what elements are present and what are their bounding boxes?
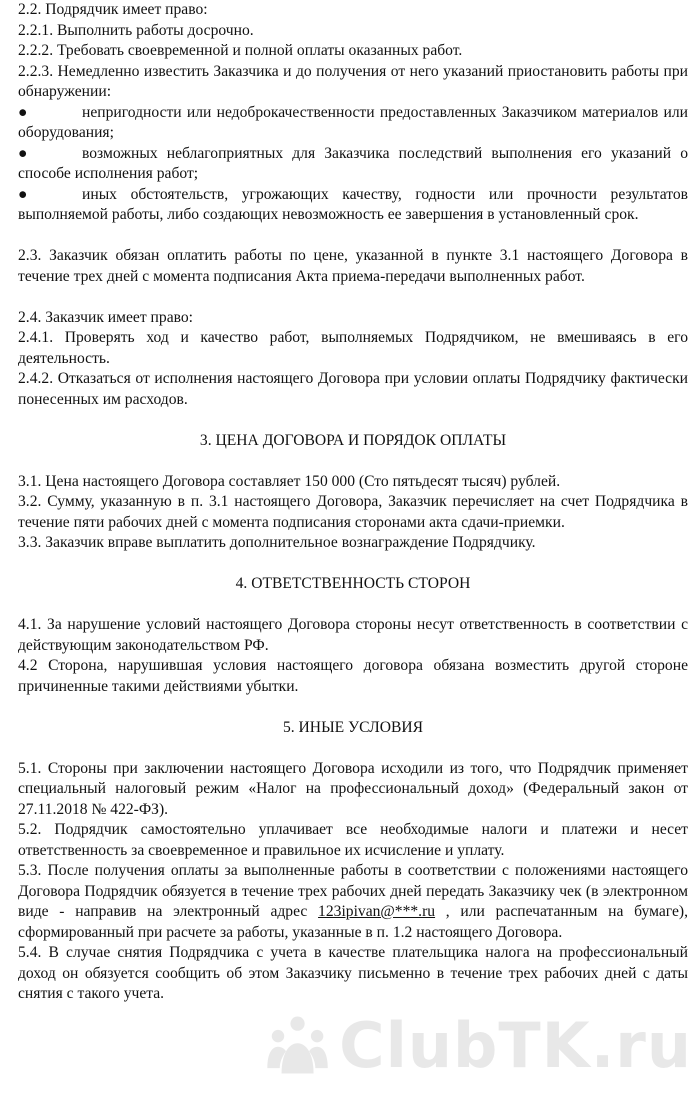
clause-2-4-2: 2.4.2. Отказаться от исполнения настоящего Договора при условии оплаты Подрядчику фактически понесенных им расходов. — [18, 370, 688, 408]
bullet-dot: ● — [18, 103, 28, 121]
clause-2-2: 2.2. Подрядчик имеет право: — [18, 1, 208, 18]
clause-3-2: 3.2. Сумму, указанную в п. 3.1 настоящего Договора, Заказчик перечисляет на счет Подрядчика в течение пяти рабочих дней с момента подписания сторонами акта сдачи-приемки. — [18, 493, 688, 531]
section-heading-4: 4. ОТВЕТСТВЕННОСТЬ СТОРОН — [235, 575, 471, 592]
spacer — [18, 451, 688, 472]
spacer — [18, 226, 688, 247]
bullet-text: иных обстоятельств, угрожающих качеству, годности или прочности результатов выполняемой работы, либо создающих невозможность ее завершения в установленный срок. — [18, 185, 688, 223]
clause-5-2: 5.2. Подрядчик самостоятельно уплачивает все необходимые налоги и платежи и несет ответственность за своевременное и правильное их исчисление и уплату. — [18, 821, 688, 859]
bullet-item — [18, 185, 688, 226]
clause-2-4: 2.4. Заказчик имеет право: — [18, 308, 194, 326]
spacer — [18, 554, 688, 575]
spacer — [18, 738, 688, 759]
clause-2-3: 2.3. Заказчик обязан оплатить работы по цене, указанной в пункте 3.1 настоящего Договора в течение трех дней с момента подписания Акта приема-передачи выполненных работ. — [18, 247, 688, 285]
section-heading-3: 3. ЦЕНА ДОГОВОРА И ПОРЯДОК ОПЛАТЫ — [199, 431, 507, 449]
bullet-text: возможных неблагоприятных для Заказчика последствий выполнения его указаний о способе исполнения работ; — [18, 144, 688, 182]
clause-2-2-1: 2.2.1. Выполнить работы досрочно. — [18, 21, 254, 39]
clause-2-4-1: 2.4.1. Проверять ход и качество работ, выполняемых Подрядчиком, не вмешиваясь в его деятельность. — [18, 329, 688, 367]
bullet-text: непригодности или недоброкачественности предоставленных Заказчиком материалов или оборудования; — [18, 103, 688, 141]
bullet-item — [18, 144, 688, 185]
clause-4-1: 4.1. За нарушение условий настоящего Договора стороны несут ответственность в соответствии с действующим законодательством РФ. — [18, 616, 688, 654]
bullet-dot: ● — [18, 185, 28, 203]
clause-4-2: 4.2 Сторона, нарушившая условия настоящего договора обязана возместить другой стороне причиненные такими действиями убытки. — [18, 657, 688, 695]
clause-5-1: 5.1. Стороны при заключении настоящего Договора исходили из того, что Подрядчик применяет специальный налоговый режим «Налог на профессиональный доход» (Федеральный закон от 27.11.2018 № 422-ФЗ). — [18, 759, 688, 818]
clause-2-2-3: 2.2.3. Немедленно известить Заказчика и до получения от него указаний приостановить работы при обнаружении: — [18, 62, 688, 100]
section-heading-5: 5. ИНЫЕ УСЛОВИЯ — [282, 718, 424, 736]
spacer — [18, 595, 688, 616]
clause-5-4: 5.4. В случае снятия Подрядчика с учета в качестве плательщика налога на профессиональный доход он обязуется сообщить об этом Заказчику письменно в течение трех рабочих дней с даты снятия с такого учета. — [18, 944, 688, 1002]
email-link[interactable]: 123ipivan@***.ru — [318, 903, 436, 920]
clause-2-2-2: 2.2.2. Требовать своевременной и полной оплаты оказанных работ. — [18, 42, 463, 59]
clause-5-3 — [18, 861, 688, 943]
bullet-dot: ● — [18, 144, 28, 162]
clause-5-3-text-end: , или распечатанным на бумаге), сформированный при расчете за работы, указанные в п. 1.2 настоящего Договора. — [18, 903, 688, 941]
bullet-item — [18, 103, 688, 144]
spacer — [18, 697, 688, 718]
watermark-text: ClubTK.ru — [339, 1008, 692, 1082]
clause-5-3-text-start: 5.3. После получения оплаты за выполненные работы в соответствии с положениями настоящего Договора Подрядчик обязуется в течение трех рабочих дней передать Заказчику чек (в электронном виде - направив на электронный адрес — [18, 862, 688, 920]
spacer — [18, 287, 688, 308]
clause-3-3: 3.3. Заказчик вправе выплатить дополнительное вознаграждение Подрядчику. — [18, 534, 536, 551]
clause-3-1: 3.1. Цена настоящего Договора составляет 150 000 (Сто пятьдесят тысяч) рублей. — [18, 472, 561, 490]
spacer — [18, 410, 688, 431]
